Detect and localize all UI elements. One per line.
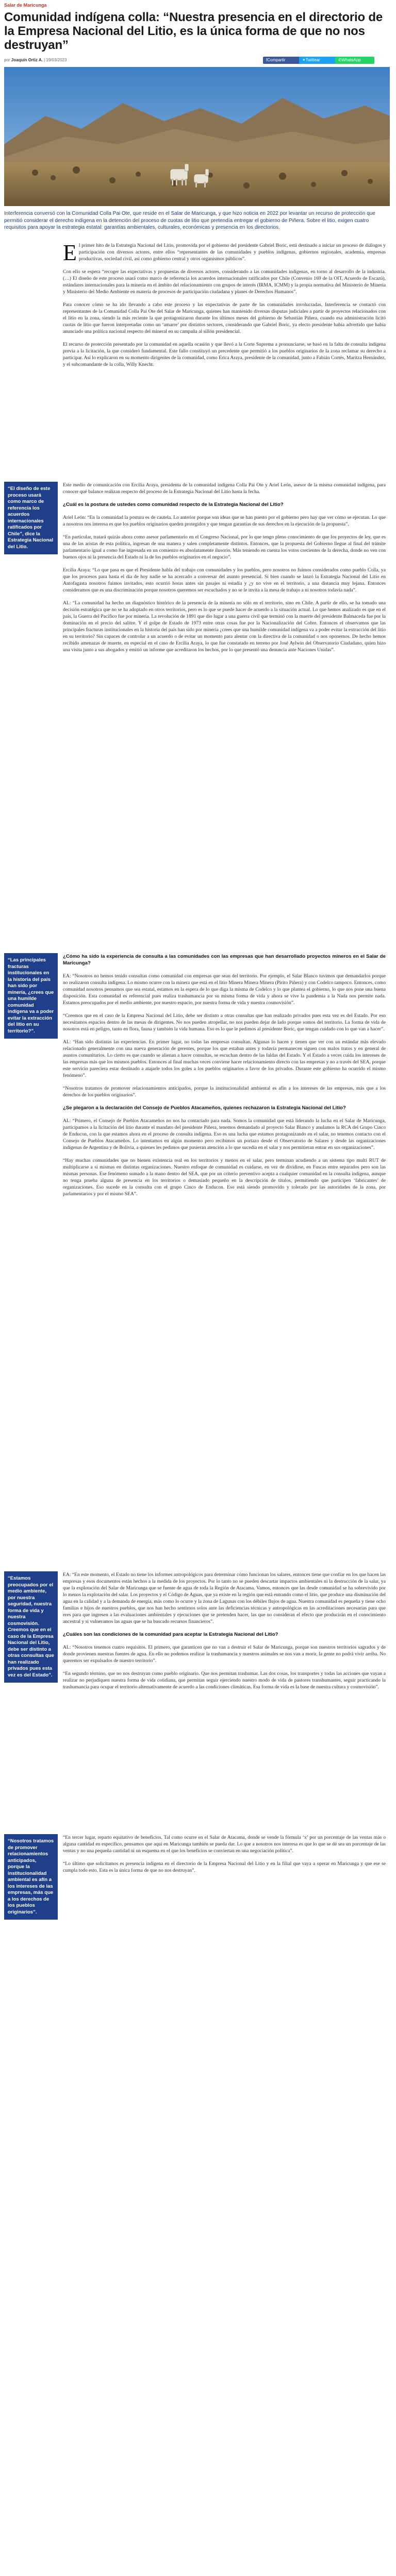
top-bar bbox=[0, 0, 396, 6]
paragraph-6: Ariel León: “En la comunidad la postura es de cautela. Lo anterior porque son ideas que se han puesto por el gobierno pero hay que ver cómo se ejecutan. Lo que a nosotros nos interesa es que los pueblos originarios queden protegidos y que tengan garantías de sus derechos en la ejecución de la propuesta”. bbox=[63, 515, 386, 527]
paragraph-13: “Nosotros tratamos de promover relacionamientos anticipados, porque la institucionalidad ambiental es afín a los intereses de las empresas, más que a los derechos de los pueblos originarios”. bbox=[63, 1086, 386, 1098]
paragraph-4: El recurso de protección presentado por la comunidad en aquella ocasión y que llevó a la Corte Suprema a pronunciarse, se basó en la falta de consulta indígena previa a la licitación, la que consideró fundamental. Este fallo constituyó un precedente que permitió a los pueblos originarios de la zona reclamar su derecho a participar. Así lo explicaron en su momento dirigentes de la comunidad, como Erica Araya, presidente de la comunidad, junto a Fabián Cortés, Maritza Hernández, y el subcomandante de la colla, Willy Knecht. bbox=[63, 342, 386, 367]
paragraph-18: “En segundo término, que no nos destruyan como pueblo originario. Que nos permitan trashumar. Las dos cosas, los transportes y todas las acciones que vayan a realizar no perjudiquen nuestra forma de vida cotidiana, que permitan seguir ejerciendo nuestro modo de vida de pastores transhumantes, seguir practicando la trashumancia para ocupar el territorio alternativamente de acuerdo a las condiciones climáticas. Esa forma de vida es la base de nuestra cultura y cosmovisión”. bbox=[63, 1671, 386, 1690]
paragraph-10: EA: “Nosotros no hemos tenido consultas como comunidad con empresas que sean del territorio. Por ejemplo, el Salar Blanco tuvimos que demandarlos porque no realizaron consulta indígena. Lo mismo ocurre con la minera que está en el litio Minera Minera Minera (Pirito Piñera) y con Codelco tampoco. Entonces, como comunidad nosotros pensamos que sea estatal, estamos en la espera de lo que diga la misma de Codelco y lo que plantea el gobierno, lo que nos pone una buena disposición. Esta comunidad es referencial pues realiza trashumancia por su misma forma de vida y ahora se vive la pandemia a la Nada nos permite nada. Estamos preocupados por el medio ambiente, por nuestro espacio, por nuestra forma de vida y nuestra cosmovisión”. bbox=[63, 973, 386, 1006]
article-body-part-1 bbox=[63, 242, 386, 374]
lede-paragraph: Interferencia conversó con la Comunidad Colla Pai Ote, que reside en el Salar de Maricunga, y que hizo noticia en 2022 por levantar un recurso de protección que permitió considerar el derecho indígena en la detención del proceso de cuotas de litio que pretendía entregar el gobierno de Piñera. Sobre el litio, exigen cuatro requisitos para apoyar la estrategia estatal: garantías ambientales, culturales, económicas y presencia en los directorios. bbox=[4, 211, 375, 230]
article-body-part-2 bbox=[63, 482, 386, 659]
pullquote-2: “Las principales fracturas institucionales en la historia del país han sido por minería, ¿crees que una humilde comunidad indígena va a poder evitar la extracción del litio en su territorio?”. bbox=[4, 953, 58, 1039]
question-4: ¿Cuáles son las condiciones de la comunidad para aceptar la Estrategia Nacional del Litio? bbox=[63, 1632, 278, 1637]
paragraph-9: AL: “La comunidad ha hecho un diagnóstico histórico de la presencia de la minería no sólo en el territorio, sino en Chile. A partir de ello, se ha tomado una decisión estratégica que no se ha adoptado en otros territorios, pero es lo que se puede hacer de acuerdo a la situación actual. Lo que hemos analizado es que en el país, la Guerra del Pacífico fue por minería. La revolución de 1891 que dio lugar a una guerra civil que terminó con la muerte del presidente Balmaceda fue por la dominación en el precio del salitre. Y el golpe de Estado de 1973 entre otras cosas fue por la Nacionalización del Cobre. Entonces el observamos que las principales fracturas institucionales en la historia del país han sido por minería ¿crees que una humilde comunidad indígena va a poder evitar la extracción del litio en su territorio? Sin capaces de controlar a un acuerdo o de evitar un momento para alentar con la directiva de la comunidad o nos oponemos. De hecho hemos recibido amenazas de muerte, en especial en el caso de Ercilia Araya, lo que fue constatado en terreno por José Aylwin del Observatorio Ciudadano, quien hizo una visita junto a sus abogados y emitió un informe que acreditaron los hechos, por lo que presentó una denuncia ante Naciones Unidas”. bbox=[63, 600, 386, 653]
byline: por Joaquín Ortiz A. | 19/03/2023 bbox=[4, 58, 67, 62]
pullquote-4: “Nosotros tratamos de promover relacionamientos anticipados, porque la institucionalidad ambiental es afín a los intereses de las empresas, más que a los derechos de los pueblos originarios”. bbox=[4, 1834, 58, 1920]
article-body-part-5 bbox=[63, 1834, 386, 1880]
salar-landscape-image bbox=[4, 67, 390, 206]
paragraph-1: l primer hito de la Estrategia Nacional del Litio, promovida por el gobierno del presidente Gabriel Boric, está destinado a iniciar un proceso de diálogos y participación con diversos actores, entre ellos “representantes de las comunidades y pueblos indígenas, gobiernos regionales, academia, empresas productivas, sociedad civil, así como gobierno central y otros organismos públicos”. bbox=[78, 243, 386, 262]
facebook-icon: f bbox=[266, 58, 268, 62]
author-name[interactable]: Joaquín Ortiz A. bbox=[11, 58, 43, 62]
share-facebook-label: Compartir bbox=[267, 58, 286, 62]
question-1: ¿Cuál es la postura de ustedes como comunidad respecto de la Estrategia Nacional del Litio? bbox=[63, 502, 284, 507]
pullquote-1: “El diseño de este proceso usará como marco de referencia los acuerdos internacionales ratificados por Chile”, dice la Estrategia Nacional del Litio. bbox=[4, 482, 58, 554]
paragraph-15: “Hay muchas comunidades que no bienen existencia real en los territorios y menos en el salar, pero terminan acudiendo a un sistema tipo multi RUT de multiplicarse a sí mismas en distintas organizaciones. Nuestro enfoque de comunidad es cuidarse, en vez de dividirse, en Fuscas entre separados pero son las mismas personas. Ese fenómeno sumado a la mano dentro del SEA, que por un criterio preventivo acepta a cualquier comunidad en la consulta indígena, aunque no tenga prueba alguna de presencia en los territorios o demasiado pequeño en la descripción de títulos, permitiendo que participen ‘fabricantes’ de organizaciones. Eso sucede en la consulta con el grupo Cinco de Enducon. Eso está siendo promovido y tolerado por las autoridades de la zona, por parlamentarios y por el mismo SEA”. bbox=[63, 1158, 386, 1197]
share-twitter-label: Twittear bbox=[305, 58, 320, 62]
paragraph-3: Para conocer cómo se ha ido llevando a cabo este proceso y las expectativas de parte de las comunidades involucradas, Interferencia se contactó con representantes de la Comunidad Colla Pai Ote del Salar de Maricunga, quienes han mantenido diversas disputas judiciales a partir de proyectos relacionados con el litio en la zona, siendo la más reciente la que protagonizaron durante los últimos meses del gobierno de Sebastián Piñera, cuando esa administración licitó cuotas de litio que fueron interpretadas como un ‘amarre’ por distintos sectores, considerando que Gabriel Boric, ya electo presidente había advertido que había anunciado una política nacional respecto del mineral en su campaña al sillón presidencial. bbox=[63, 302, 386, 334]
share-whatsapp-label: WhatsApp bbox=[341, 58, 361, 62]
paragraph-12: AL: “Han sido distintas las experiencias. En primer lugar, no todas las empresas consultan. Algunas lo hacen y tienen que ver con un estándar más elevado relacionado generalmente con una nueva generación de gerentes, porque los que estaban antes y todavía permanecen siguen con malos tratos y en general de asustos comunitarios. Lo cierto es que cuando se alienan a hacer consultas, se escuchan dentro de las faldas del Estado. Y el Estado a veces cuida los intereses de las empresas más que los mismos pueblos. Entonces al final muchas veces conviene hacer relacionamiento directo con las empresas y no a través del SEA, porque este servicio pareciera estar destinado a atajarle todos los goles a los pueblos originarios a favor de los privados. Durante este gobierno ha ocurrido el mismo fenómeno”. bbox=[63, 1039, 386, 1078]
question-2: ¿Cómo ha sido la experiencia de consulta a las comunidades con las empresas que han desarrollado proyectos mineros en el Salar de Maricunga? bbox=[63, 954, 386, 966]
paragraph-19: “En tercer lugar, reparto equitativo de beneficios. Tal como ocurre en el Salar de Atacama, donde se vende la fórmula ‘x’ por un porcentaje de las ventas más o alguna cantidad en específico, pensamos que aquí en Maricunga también se pueda dar. Lo que a nosotros nos interesa es que lo que se dé sea un porcentaje de las ventas y no una pequeña cantidad ni un esquema en el que los beneficios se conviertan en una negociación política”. bbox=[63, 1835, 386, 1854]
twitter-icon: ✦ bbox=[302, 58, 306, 62]
paragraph-11: “Creemos que en el caso de la Empresa Nacional del Litio, debe ser distinto a otras consultas que han realizado privados pues esta vez es del Estado. Por eso necesitamos espacios dentro de las mesas de dirigentes. No nos pueden atropellar, no nos pueden dejar de lado porque somos del territorio. La forma de vida de nosotros está en peligro, tanto en flora, fauna y también la vida humana. Eso es lo que le pedimos al presidente Boric, que tengan cuidado con lo que van a hacer”. bbox=[63, 1013, 386, 1032]
share-facebook-button[interactable] bbox=[263, 57, 302, 64]
paragraph-20: “Lo último que solicitamos es presencia indígena en el directorio de la Empresa Nacional del Litio y en la filial que vaya a operar en Maricunga y que ese se cumpla todo esto. Esta es la única forma de que no nos destruyan”. bbox=[63, 1861, 386, 1873]
paragraph-17: AL: “Nosotros tenemos cuatro requisitos. El primero, que garanticen que no van a destruir el Salar de Maricunga, porque son nuestros territorios sagrados y de donde provienen nuestras fuentes de agua. En ello no podemos realizar la trashumancia y nuestros animales se nos van a morir, la gente no podrá vivir arriba. No queremos ser expulsados de nuestro territorio”. bbox=[63, 1645, 386, 1664]
drop-cap: E bbox=[63, 240, 77, 265]
headline: Comunidad indígena colla: “Nuestra presencia en el directorio de la Empresa Nacional del Litio, es la única forma de que no nos destruyan” bbox=[4, 10, 383, 52]
paragraph-8: Ercilia Araya: “Lo que pasa es que el Presidente habla del trabajo con comunidades y los pueblos, pero nosotros no fuimos considerados como pueblo Colla, ya que los procesos para hasta el día de hoy nadie se ha acercado a conversar del asunto presencial. Sí bien cuando se lanzó la Estrategia Nacional del Litio en Antofagasta nosotros fuimos invitados, esto ocurrió horas antes sin pasajes ni estadía y ¿y no vive en el territorio, a una distancia muy lejana. Entonces consideramos que es una discriminación porque nosotros queremos ser escuchados y no se le invita a la mesa de trabajo a ni nosotros todavía nada”. bbox=[63, 567, 386, 593]
hero-image bbox=[4, 67, 390, 206]
paragraph-5: Este medio de comunicación con Ercilia Araya, presidenta de la comunidad indígena Colla Pai Ote y Ariel León, asesor de la misma comunidad indígena, para conocer qué balance realizan respecto del proceso de la Estrategia Nacional del Litio hasta la fecha. bbox=[63, 482, 386, 495]
paragraph-2: Con ello se espera “recoger las expectativas y propuestas de diversos actores, considerando a las comunidades indígenas, en torno al desarrollo de la industria. (…) El diseño de este proceso usará como marco de referencia los acuerdos internacionales ratificados por Chile (Convenio 169 de la OIT, Acuerdo de Escazú), estándares internacionales para la minería en el ámbito del relacionamiento con grupos de interés (IRMA, ICMM) y la propia normativa del Ministerio de Minería y Ministerio del Medio Ambiente en materia de procesos de participación ciudadana y planes de Derechos Humanos”. bbox=[63, 269, 386, 295]
section-tag[interactable]: Salar de Maricunga bbox=[4, 3, 47, 8]
paragraph-7: “En particular, tratará quizás ahora como asesor parlamentario en el Congreso Nacional, por lo que tengo pleno conocimiento de que los proyectos de ley, que es una de las aristas de esta política, ingresan de una manera y salen completamente distintos. Entonces, que la propuesta del Gobierno llegue al final del trámite parlamentario igual a como fue ingresada en un comienzo es absolutamente ilusorio. Más teniendo en cuenta los votos crecientes de la derecha, donde no ven con buenos ojos ni la presencia del Estado ni la de los pueblos originarios en el negocio”. bbox=[63, 534, 386, 560]
pullquote-3: “Estamos preocupados por el medio ambiente, por nuestra seguridad, nuestra forma de vida y nuestra cosmovisión. Creemos que en el caso de la Empresa Nacional del Litio, debe ser distinto a otras consultas que han realizado privados pues esta vez es del Estado”. bbox=[4, 1571, 58, 1683]
article-body-part-3 bbox=[63, 953, 386, 1204]
intro-paragraph bbox=[63, 240, 386, 265]
share-whatsapp-button[interactable] bbox=[335, 57, 374, 64]
article-body-part-4 bbox=[63, 1571, 386, 1697]
paragraph-14: AL: “Primero, el Consejo de Pueblos Atacameños no nos ha contactado para nada. Somos la comunidad que está liderando la lucha en el Salar de Maricunga, participamos a la licitación del litio durante el mandato del presidente Piñera, tenemos demandado al proyecto Salar Blanco y anulamos la RCA del Grupo Cinco de Enducon, con la que estamos ahora en el proceso de consulta indígena. Eso es una lucha que estamos protagonizando en el salar, no tenemos contacto con el Consejo de Pueblos Atacameños. Lo intentamos en algún momento pero recibimos un portazo desde el Observatorio de Salares y desde las organizaciones indígenas de Argentina y de Bolivia, a quienes les pedimos que pusieran atención a lo que sucedía en el salar y nos permitieran entrar en sus organizaciones”. bbox=[63, 1118, 386, 1150]
whatsapp-icon: ✆ bbox=[338, 58, 342, 62]
question-3: ¿Se plegaron a la declaración del Consejo de Pueblos Atacameños, quienes rechazaron la Estrategia Nacional del Litio? bbox=[63, 1105, 346, 1111]
publish-date: 19/03/2023 bbox=[46, 58, 67, 62]
paragraph-16: EA: “En este momento, el Estado no tiene los informes antropológicos para determinar cómo funcionan los salares, entonces tiene que confiar en los que hacen las empresas y esos documentos están hechos a la medida de los proyectos. Por lo tanto no se pueden descartar impactos ambientales ni la destrucción de la salar, ya que la explotación del Salar de Maricunga que se fuente de agua de toda la Región de Atacama. Vamos, entonces que las desde comunidad se ha sobrevivido por lo menos la explotación del salar. Los proyectos y el Código de Aguas, que ya existe en la región que está entrando como el litio, que produce una disminución del agua en la calidad y a la demanda de energía, más como lo ocurre y la zona de Lagunas con los débiles flujos de agua. Nuestra comunidad es pequeña y tiene ocho familias e hijos de nuestros pueblos, que nos han hecho sentirnos solos ante las deficiencias técnicas y antropológicas en las acreditaciones necesarias para que eres para que ingresen a las evaluaciones ambientales y ejecuciones que se pretenden hacer, las que no consideran el efecto que producirán en el conocimiento ancestral y si vulneramos las aguas que se ha buscado recursos financieros”. bbox=[63, 1572, 386, 1624]
share-twitter-button[interactable] bbox=[299, 57, 338, 64]
